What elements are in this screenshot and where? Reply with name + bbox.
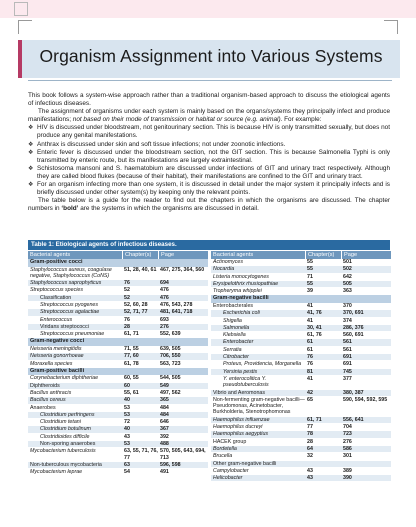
chapter-numbers: 52, 60, 28: [124, 301, 148, 308]
table-row: [28, 267, 208, 281]
example-text: Anthrax is discussed under skin and soft tissue infections; not under zoonotic infections.: [37, 140, 286, 148]
organism-name: Listeria monocytogenes: [213, 273, 269, 280]
page-numbers: 561: [343, 339, 352, 346]
organism-name: Vibrio and Aeromonas: [213, 389, 266, 396]
organism-name: Corynebacterium diphtheriae: [30, 375, 99, 382]
table-row: [28, 412, 208, 419]
chapter-numbers: 42: [307, 389, 313, 396]
page-numbers: 481, 641, 718: [160, 309, 193, 316]
organism-name: Shigella: [223, 317, 242, 324]
title-divider: [28, 80, 392, 81]
chapter-numbers: 60, 55: [124, 375, 139, 382]
organism-name: Salmonella: [223, 324, 250, 331]
table-row: [28, 469, 208, 476]
table-left-column: [28, 250, 208, 482]
page-numbers: 691: [343, 361, 352, 368]
example-list: [28, 124, 390, 197]
table-row: [28, 375, 208, 382]
chapter-numbers: 55: [307, 280, 313, 287]
organism-name: Enterobacter: [223, 339, 254, 346]
page-numbers: 377: [343, 375, 352, 382]
organism-name: Non-fermenting gram-negative bacilli—Pseudomonas, Acinetobacter, Burkholderia, Stenotrophomonas: [213, 396, 305, 416]
chapter-numbers: 71: [307, 273, 313, 280]
page-numbers: 642: [343, 273, 352, 280]
organism-name: Bordetella: [213, 445, 237, 452]
organism-name: Moraxella species: [30, 360, 73, 367]
table-row: [211, 431, 391, 438]
page-numbers: 363: [343, 288, 352, 295]
page-numbers: 276: [160, 323, 169, 330]
organism-name: HACEK group: [213, 438, 247, 445]
header-page: Page: [341, 251, 391, 259]
page-numbers: 286, 376: [343, 324, 364, 331]
registration-mark-icon: [14, 2, 28, 16]
table-row: [211, 274, 391, 281]
chapter-numbers: 61, 71: [307, 416, 322, 423]
page-numbers: 596, 598: [160, 461, 181, 468]
page-numbers: 301: [343, 453, 352, 460]
page-numbers: 476: [160, 287, 169, 294]
example-text: For an organism infecting more than one system, it is discussed in detail under the major system it principally infects and is briefly discussed under other system(s) by keeping only the relevant points.: [37, 181, 390, 197]
chapter-numbers: 40: [124, 426, 130, 433]
organism-name: Brucella: [213, 453, 233, 460]
chapter-numbers: 52: [124, 287, 130, 294]
page-numbers: 365: [160, 397, 169, 404]
organism-name: Other gram-negative bacilli: [213, 460, 277, 467]
table-caption: Table 1: Etiological agents of infectious diseases.: [28, 240, 390, 250]
chapter-numbers: 51, 28, 40, 61: [124, 266, 157, 273]
chapter-numbers: 54: [124, 469, 130, 476]
chapter-numbers: 65: [307, 396, 313, 403]
table-row: [211, 347, 391, 354]
chapter-numbers: 43: [307, 475, 313, 482]
intro-text-run: are the systems in which the organisms are discussed in detail.: [78, 205, 259, 213]
organism-name: Yersinia pestis: [223, 368, 258, 375]
page-numbers: 505: [343, 280, 352, 287]
organism-name: Haemophilus ducreyi: [213, 424, 263, 431]
table-row: [211, 354, 391, 361]
organism-name: Staphylococcus aureus, coagulase negative, Staphylococcus (CoNS): [30, 266, 112, 279]
organism-name: Non-tuberculous mycobacteria: [30, 461, 102, 468]
organism-name: Klebsiella: [223, 332, 246, 339]
intro-paragraph: [28, 108, 390, 124]
organism-name: Classification: [40, 294, 72, 301]
intro-text: [28, 92, 390, 213]
chapter-numbers: [305, 461, 341, 467]
page-numbers: 501: [343, 259, 352, 265]
organism-name: Clostridium botulinum: [40, 426, 91, 433]
page-numbers: 370: [343, 302, 352, 309]
example-list-item: [28, 141, 390, 149]
crop-mark-icon: [18, 20, 32, 34]
chapter-numbers: 61: [307, 346, 313, 353]
header-bacterial-agents: Bacterial agents: [213, 252, 254, 258]
chapter-numbers: 77, 60: [124, 353, 139, 360]
header-bacterial-agents: Bacterial agents: [30, 252, 71, 258]
chapter-numbers: 61, 71: [124, 331, 139, 338]
chapter-numbers: 41: [307, 302, 313, 309]
table-row: [211, 339, 391, 346]
example-text: HIV is discussed under bloodstream, not genitourinary section. This is because HIV is only transmitted sexually, but does not produce any genital manifestations.: [37, 124, 390, 140]
page-numbers: 556, 641: [343, 416, 364, 423]
page-numbers: 590, 594, 592, 595: [343, 396, 388, 403]
page-numbers: 563, 723: [160, 360, 181, 367]
page-numbers: 691: [343, 354, 352, 361]
chapter-numbers: 28: [124, 323, 130, 330]
organism-name: Staphylococcus saprophyticus: [30, 280, 102, 287]
organism-name: Anaerobes: [30, 404, 56, 411]
page-header-band: [0, 0, 416, 18]
table-row: [211, 303, 391, 310]
intro-bold-run: ‘bold’: [61, 205, 79, 213]
organism-name: Bacillus anthracis: [30, 389, 72, 396]
page-numbers: 723: [343, 431, 352, 438]
page-numbers: 497, 562: [160, 389, 181, 396]
table-row: [28, 280, 208, 287]
table-row: [211, 475, 391, 482]
etiology-table: [28, 240, 390, 482]
page-numbers: 549: [160, 382, 169, 389]
table-row: [211, 369, 391, 376]
table-section-header: Gram-negative cocci: [28, 338, 208, 346]
page-numbers: 488: [160, 441, 169, 448]
chapter-numbers: 77: [307, 424, 313, 431]
page-numbers: 693: [160, 316, 169, 323]
organism-name: Haemophilus aegyptius: [213, 431, 269, 438]
table-row: [28, 287, 208, 294]
chapter-numbers: 41: [307, 317, 313, 324]
table-row: [28, 317, 208, 324]
table-row: [211, 281, 391, 288]
table-row: [28, 426, 208, 433]
page-title: Organism Assignment into Various Systems: [39, 46, 383, 66]
table-row: [28, 346, 208, 353]
organism-name: Helicobacter: [213, 475, 243, 482]
page-numbers: 560, 691: [343, 332, 364, 339]
example-text: Enteric fever is discussed under the bloodstream section, not the GIT section. This is because Salmonella Typhi is only transmitted by enteric route, but its manifestations are largely extraintestinal.: [37, 148, 390, 164]
organism-name: Viridans streptococci: [40, 323, 89, 330]
organism-name: Clostridium perfringens: [40, 411, 95, 418]
page-numbers: 467, 275, 364, 560: [160, 266, 205, 273]
chapter-numbers: 76: [307, 361, 313, 368]
organism-name: Neisseria meningitidis: [30, 345, 82, 352]
chapter-numbers: 81: [307, 368, 313, 375]
page-numbers: 552, 639: [160, 331, 181, 338]
table-row: [28, 383, 208, 390]
table-row: [211, 325, 391, 332]
example-list-item: [28, 165, 390, 181]
organism-name: Haemophilus influenzae: [213, 416, 270, 423]
crop-mark-icon: [384, 20, 398, 34]
table-section-header: Gram-negative bacilli: [211, 295, 391, 303]
table-row: [28, 295, 208, 302]
chapter-numbers: 76: [124, 316, 130, 323]
organism-name: Enterococcus: [40, 316, 73, 323]
table-row: [28, 397, 208, 404]
table-row: [211, 259, 391, 266]
page-numbers: 561: [343, 346, 352, 353]
header-chapters: Chapter(s): [122, 251, 158, 259]
chapter-numbers: 41: [307, 375, 313, 382]
table-row: [28, 462, 208, 469]
table-row: [211, 424, 391, 431]
intro-text-run: The assignment of organisms under each system is mainly based on the organs/systems they principally infect and produce manifestations;: [28, 108, 390, 124]
organism-name: Bacillus cereus: [30, 397, 66, 404]
table-section-header: Gram-positive bacilli: [28, 368, 208, 376]
page-numbers: 639, 505: [160, 345, 181, 352]
page-numbers: 491: [160, 469, 169, 476]
organism-name: Y. enterocolitica Y. pseudotuberculosis: [223, 375, 269, 389]
table-header: [211, 251, 391, 259]
organism-name: Streptococcus species: [30, 287, 83, 294]
chapter-numbers: 52, 71, 77: [124, 309, 148, 316]
table-row: [28, 405, 208, 412]
page-numbers: 706, 550: [160, 353, 181, 360]
chapter-numbers: 43: [307, 467, 313, 474]
page-numbers: 476, 543, 278: [160, 301, 193, 308]
table-right-column: [211, 250, 391, 482]
organism-name: Diphtheroids: [30, 382, 60, 389]
chapter-numbers: 52: [124, 294, 130, 301]
header-page: Page: [158, 251, 208, 259]
table-row: [211, 318, 391, 325]
table-row: [211, 288, 391, 295]
table-row: [28, 448, 208, 462]
example-list-item: [28, 124, 390, 140]
page-numbers: 586: [343, 445, 352, 452]
bullet-icon: ❖: [28, 140, 34, 148]
bullet-icon: ❖: [28, 181, 34, 189]
header-chapters: Chapter(s): [305, 251, 341, 259]
chapter-numbers: 76: [307, 354, 313, 361]
table-row: [211, 266, 391, 273]
table-row: [28, 441, 208, 448]
page-numbers: 502: [343, 266, 352, 273]
organism-name: Streptococcus agalactiae: [40, 309, 100, 316]
organism-name: Mycobacterium tuberculosis: [30, 448, 96, 455]
organism-name: Streptococcus pneumoniae: [40, 331, 105, 338]
table-section-header: Gram-positive cocci: [28, 259, 208, 267]
organism-name: Nocardia: [213, 266, 235, 273]
chapter-numbers: 55: [307, 266, 313, 273]
example-list-item: [28, 181, 390, 197]
table-row: [28, 353, 208, 360]
table-row: [211, 310, 391, 317]
table-row: [28, 390, 208, 397]
intro-paragraph: This book follows a system-wise approach rather than a traditional organism-based approach to discuss the etiological agents of infectious diseases.: [28, 92, 390, 108]
chapter-numbers: 61, 76: [307, 332, 322, 339]
page-numbers: [341, 461, 391, 467]
chapter-numbers: 64: [307, 445, 313, 452]
table-row: [211, 468, 391, 475]
table-row: [28, 419, 208, 426]
chapter-numbers: 32: [307, 453, 313, 460]
table-row: [28, 434, 208, 441]
title-banner: [18, 40, 400, 78]
organism-name: Non-sporing anaerobes: [40, 441, 96, 448]
table-row: [211, 439, 391, 446]
chapter-numbers: 28: [307, 438, 313, 445]
organism-name: Erysipelothrix rhusiopathiae: [213, 280, 279, 287]
page-numbers: 367: [160, 426, 169, 433]
table-row: [211, 361, 391, 368]
chapter-numbers: 41, 76: [307, 310, 322, 317]
page-numbers: 374: [343, 317, 352, 324]
bullet-icon: ❖: [28, 148, 34, 156]
chapter-numbers: 53: [124, 411, 130, 418]
chapter-numbers: 39: [307, 288, 313, 295]
table-header: [28, 251, 208, 259]
page-numbers: 646: [160, 419, 169, 426]
chapter-numbers: 53: [124, 404, 130, 411]
chapter-numbers: 53: [124, 441, 130, 448]
organism-name: Campylobacter: [213, 467, 249, 474]
chapter-numbers: 55: [307, 259, 313, 265]
chapter-numbers: 61, 78: [124, 360, 139, 367]
page-numbers: 476: [160, 294, 169, 301]
chapter-numbers: 55, 61: [124, 389, 139, 396]
table-row: [211, 390, 391, 397]
chapter-numbers: 60: [124, 382, 130, 389]
chapter-numbers: 78: [307, 431, 313, 438]
page-numbers: 704: [343, 424, 352, 431]
page-numbers: 484: [160, 411, 169, 418]
chapter-numbers: 30, 41: [307, 324, 322, 331]
example-text: Schistosoma mansoni and S. haematobium are discussed under infections of GIT and urinary tract respectively. Although they are called blood flukes (because of their habitat), their manifestations are confined to the GIT and urinary tract.: [37, 164, 390, 180]
table-row: [28, 324, 208, 331]
example-list-item: [28, 149, 390, 165]
intro-italic-run: not based on their mode of transmission or habitat or source (e.g. animal).: [72, 116, 283, 124]
table-row: [211, 397, 391, 417]
chapter-numbers: 63: [124, 461, 130, 468]
page-numbers: 390: [343, 475, 352, 482]
organism-name: Enterobacterales: [213, 302, 254, 309]
page-numbers: 392: [160, 433, 169, 440]
intro-text-run: The table below is a guide for the reader to find out the chapters in which the organisms are discussed. The chapter numbers in: [28, 197, 390, 213]
page-numbers: 694: [160, 280, 169, 287]
page-numbers: 570, 505, 643, 694, 713: [160, 448, 206, 461]
page-numbers: 544, 505: [160, 375, 181, 382]
table-row: [211, 461, 391, 468]
bullet-icon: ❖: [28, 164, 34, 172]
page-numbers: 389: [343, 467, 352, 474]
table-row: [28, 361, 208, 368]
bullet-icon: ❖: [28, 124, 34, 132]
organism-name: Clostridioides difficile: [40, 433, 90, 440]
organism-name: Neisseria gonorrhoeae: [30, 353, 84, 360]
organism-name: Citrobacter: [223, 354, 249, 361]
organism-name: Escherichia coli: [223, 310, 260, 317]
organism-name: Proteus, Providencia, Morganella: [223, 361, 302, 368]
table-row: [211, 332, 391, 339]
organism-name: Mycobacterium leprae: [30, 469, 83, 476]
table-row: [211, 376, 391, 390]
table-row: [211, 446, 391, 453]
chapter-numbers: 71, 55: [124, 345, 139, 352]
page-numbers: 380, 387: [343, 389, 364, 396]
table-row: [211, 417, 391, 424]
page-numbers: 276: [343, 438, 352, 445]
page-numbers: 745: [343, 368, 352, 375]
organism-name: Tropheryma whipplei: [213, 288, 262, 295]
table-row: [28, 302, 208, 309]
organism-name: Actinomyces: [213, 259, 244, 265]
intro-paragraph: [28, 197, 390, 213]
chapter-numbers: 43: [124, 433, 130, 440]
chapter-numbers: 76: [124, 280, 130, 287]
chapter-numbers: 72: [124, 419, 130, 426]
organism-name: Streptococcus pyogenes: [40, 301, 99, 308]
intro-text-run: For example:: [282, 116, 322, 124]
table-row: [211, 453, 391, 460]
table-row: [28, 331, 208, 338]
page-numbers: 370, 691: [343, 310, 364, 317]
chapter-numbers: 40: [124, 397, 130, 404]
table-row: [28, 309, 208, 316]
chapter-numbers: 61: [307, 339, 313, 346]
organism-name: Clostridium tetani: [40, 419, 81, 426]
page-numbers: 484: [160, 404, 169, 411]
chapter-numbers: 63, 55, 71, 76, 77: [124, 448, 158, 461]
organism-name: Serratia: [223, 346, 242, 353]
